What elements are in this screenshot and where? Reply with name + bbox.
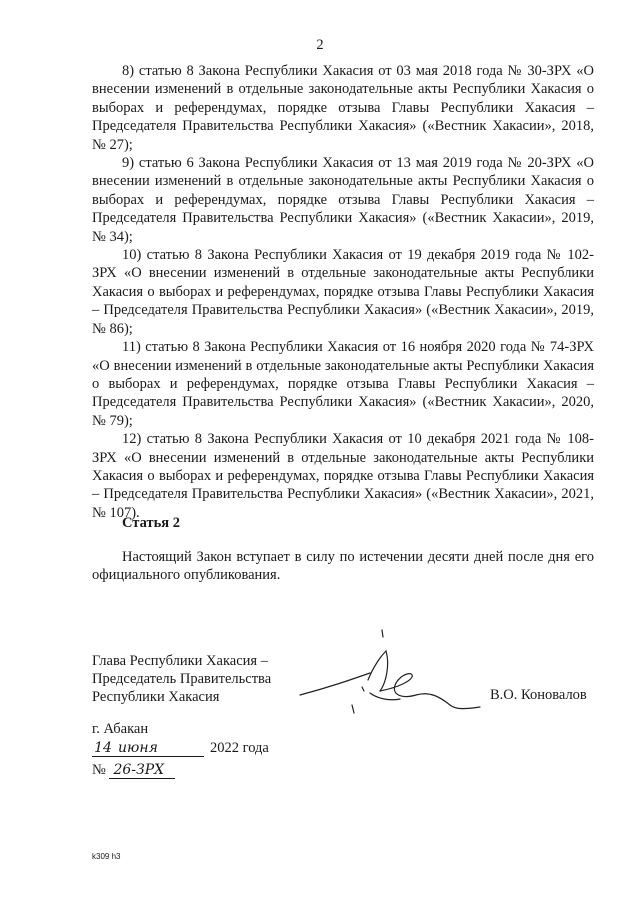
article-heading: Статья 2 bbox=[122, 515, 180, 531]
list-item: 9) статью 6 Закона Республики Хакасия от 13 мая 2019 года № 20-ЗРХ «О внесении изменений в отдельные законодательные акты Республики Хакасия о выборах и референдумах, порядке отзыва Главы Республики Хакасия – Председателя Правительства Республики Хакасия» («Вестник Хакасии», 2019, № 34); bbox=[92, 155, 594, 245]
list-item: 8) статью 8 Закона Республики Хакасия от 03 мая 2018 года № 30-ЗРХ «О внесении изменений в отдельные законодательные акты Республики Хакасия о выборах и референдумах, порядке отзыва Главы Республики Хакасия – Председателя Правительства Республики Хакасия» («Вестник Хакасии», 2018, № 27); bbox=[92, 63, 594, 153]
footer-code: k309 h3 bbox=[92, 852, 121, 861]
signatory-title bbox=[92, 652, 292, 706]
signer-name: В.О. Коновалов bbox=[490, 687, 587, 703]
number-sign: № bbox=[92, 762, 106, 778]
page-number: 2 bbox=[316, 37, 324, 53]
date-year: 2022 года bbox=[210, 740, 269, 756]
article-text: Настоящий Закон вступает в силу по истечении десяти дней после дня его официального опубликования. bbox=[92, 549, 594, 584]
list-item: 11) статью 8 Закона Республики Хакасия от 16 ноября 2020 года № 74-ЗРХ «О внесении изменений в отдельные законодательные акты Республики Хакасия о выборах и референдумах, порядке отзыва Главы Республики Хакасия – Председателя Правительства Республики Хакасия» («Вестник Хакасии», 2020, № 79); bbox=[92, 339, 594, 429]
list-item: 10) статью 8 Закона Республики Хакасия от 19 декабря 2019 года № 102-ЗРХ «О внесении изменений в отдельные законодательные акты Республики Хакасия о выборах и референдумах, порядке отзыва Главы Республики Хакасия – Председателя Правительства Республики Хакасия» («Вестник Хакасии», 2019, № 86); bbox=[92, 247, 594, 337]
law-number bbox=[92, 760, 175, 780]
list-item: 12) статью 8 Закона Республики Хакасия от 10 декабря 2021 года № 108-ЗРХ «О внесении изменений в отдельные законодательные акты Республики Хакасия о выборах и референдумах, порядке отзыва Главы Республики Хакасия – Председателя Правительства Республики Хакасия» («Вестник Хакасии», 2021, № 107). bbox=[92, 431, 594, 521]
law-number-value: 26-ЗРХ bbox=[109, 762, 175, 779]
signatory-title-line: Республики Хакасия bbox=[92, 689, 220, 705]
date-month: июня bbox=[114, 740, 204, 757]
amendment-list bbox=[92, 62, 594, 522]
city: г. Абакан bbox=[92, 721, 149, 737]
date-day: 14 bbox=[92, 740, 114, 757]
signing-date bbox=[92, 738, 269, 758]
handwritten-signature bbox=[290, 625, 490, 725]
signatory-title-line: Председатель Правительства bbox=[92, 671, 272, 687]
signatory-title-line: Глава Республики Хакасия – bbox=[92, 653, 268, 669]
